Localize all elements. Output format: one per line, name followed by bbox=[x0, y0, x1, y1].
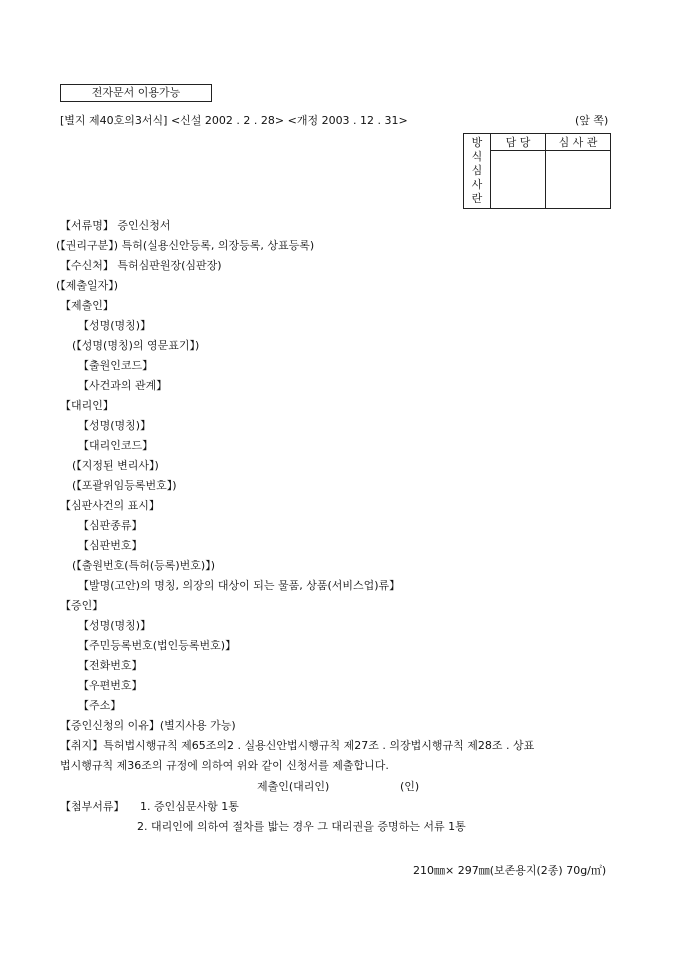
review-side-label: 방 식 심 사 란 bbox=[464, 134, 491, 209]
submitter-signature-label: 제출인(대리인) bbox=[257, 780, 330, 793]
review-cell-examiner bbox=[546, 151, 611, 209]
field-witness-phone: 【전화번호】 bbox=[78, 659, 143, 672]
field-invention-title: 【발명(고안)의 명칭, 의장의 대상이 되는 물품, 상품(서비스업)류】 bbox=[78, 579, 401, 592]
field-witness-id-number: 【주민등록번호(법인등록번호)】 bbox=[78, 639, 237, 652]
review-col-manager: 담 당 bbox=[491, 134, 546, 151]
section-submitter: 【제출인】 bbox=[60, 299, 114, 312]
field-witness-postal-code: 【우편번호】 bbox=[78, 679, 143, 692]
field-submitter-name: 【성명(명칭)】 bbox=[78, 319, 152, 332]
field-relation-to-case: 【사건과의 관계】 bbox=[78, 379, 168, 392]
review-box bbox=[463, 133, 611, 209]
field-document-name: 【서류명】 증인신청서 bbox=[60, 219, 171, 232]
field-witness-address: 【주소】 bbox=[78, 699, 122, 712]
field-witness-name: 【성명(명칭)】 bbox=[78, 619, 152, 632]
review-cell-manager bbox=[491, 151, 546, 209]
field-trial-number: 【심판번호】 bbox=[78, 539, 143, 552]
field-agent-name: 【성명(명칭)】 bbox=[78, 419, 152, 432]
field-request-reason: 【증인신청의 이유】(별지사용 가능) bbox=[60, 719, 236, 732]
section-trial-case: 【심판사건의 표시】 bbox=[60, 499, 160, 512]
attachments-label: 【첨부서류】 bbox=[60, 800, 125, 813]
field-submitter-english-name: (【성명(명칭)의 영문표기】) bbox=[72, 339, 200, 352]
purpose-line-1: 【취지】특허법시행규칙 제65조의2 . 실용신안법시행규칙 제27조 . 의장법시행규칙 제28조 . 상표 bbox=[60, 739, 535, 752]
field-right-category: (【권리구분】) 특허(실용신안등록, 의장등록, 상표등록) bbox=[56, 239, 315, 252]
field-designated-attorney: (【지정된 변리사】) bbox=[72, 459, 159, 472]
field-agent-code: 【대리인코드】 bbox=[78, 439, 154, 452]
attachment-item-1: 1. 증인심문사항 1통 bbox=[140, 800, 239, 813]
page-side-label: (앞 쪽) bbox=[575, 114, 609, 127]
field-general-power-number: (【포괄위임등록번호】) bbox=[72, 479, 177, 492]
review-col-examiner: 심 사 관 bbox=[546, 134, 611, 151]
section-agent: 【대리인】 bbox=[60, 399, 114, 412]
field-submission-date: (【제출일자】) bbox=[56, 279, 119, 292]
paper-spec: 210㎜× 297㎜(보존용지(2종) 70g/㎡) bbox=[413, 864, 607, 877]
form-header: [별지 제40호의3서식] <신설 2002 . 2 . 28> <개정 2003 . 12 . 31> bbox=[60, 114, 408, 127]
field-application-number: (【출원번호(특허(등록)번호)】) bbox=[72, 559, 216, 572]
attachment-item-2: 2. 대리인에 의하여 절차를 밟는 경우 그 대리권을 증명하는 서류 1통 bbox=[137, 820, 466, 833]
field-applicant-code: 【출원인코드】 bbox=[78, 359, 154, 372]
section-witness: 【증인】 bbox=[60, 599, 104, 612]
purpose-line-2: 법시행규칙 제36조의 규정에 의하여 위와 같이 신청서를 제출합니다. bbox=[60, 759, 389, 772]
field-trial-type: 【심판종류】 bbox=[78, 519, 143, 532]
electronic-document-badge: 전자문서 이용가능 bbox=[60, 84, 212, 102]
field-recipient: 【수신처】 특허심판원장(심판장) bbox=[60, 259, 222, 272]
seal-mark: (인) bbox=[400, 780, 420, 793]
